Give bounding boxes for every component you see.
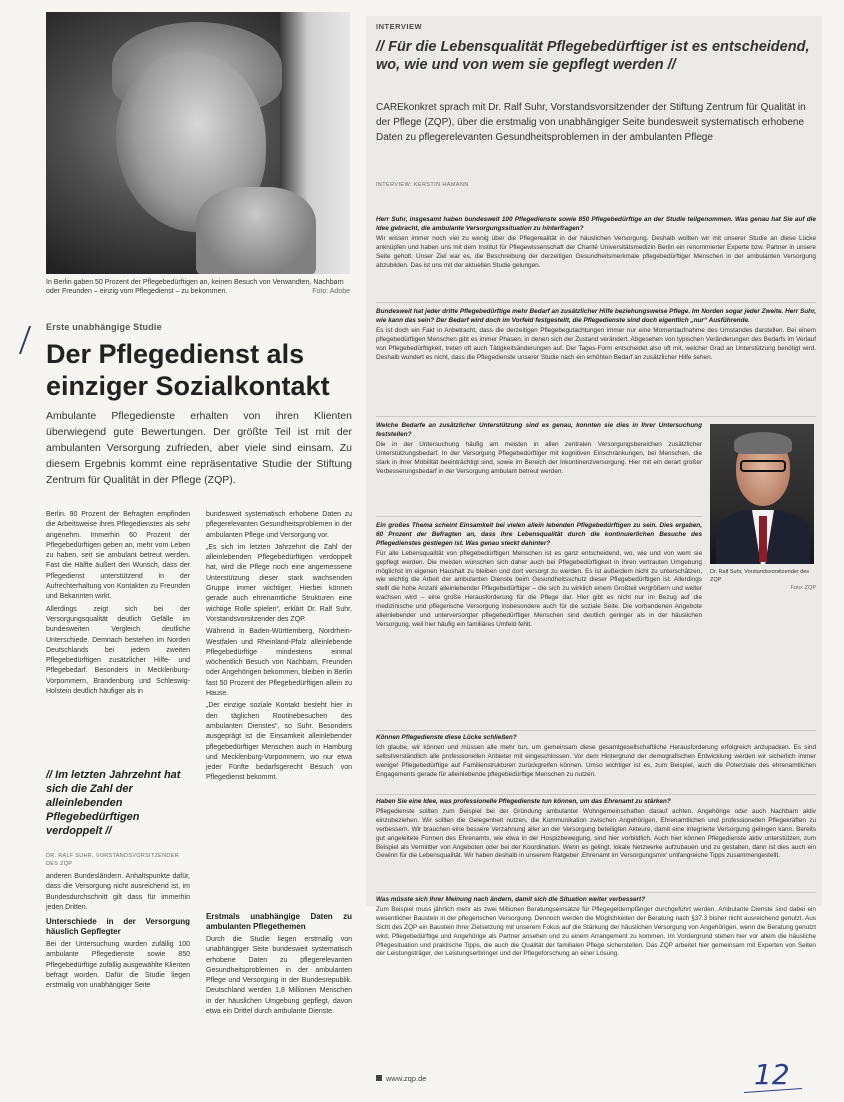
- article-kicker: Erste unabhängige Studie: [46, 322, 162, 332]
- article-subhead: Erstmals unabhängige Daten zu ambulanten Pflegethemen: [206, 912, 352, 931]
- handwritten-page-number: 12: [754, 1058, 790, 1091]
- portrait-glasses-shape: [740, 460, 786, 472]
- portrait-hair-shape: [734, 432, 792, 454]
- interview-intro: CAREkonkret sprach mit Dr. Ralf Suhr, Vorstandsvorsitzender der Stiftung Zentrum für Qualität in der Pflege (ZQP), über die erstmalig von unabhängiger Seite bundesweit systematisch erhobene Daten zu pflegerelevanten Gesundheitsproblemen in der ambulanten Pflege: [376, 102, 806, 143]
- article-paragraph: bundesweit systematisch erhobene Daten zu pflegerelevanten Gesundheitsproblemen in der ambulanten Pflege und Versorgung vor.: [206, 511, 352, 539]
- article-paragraph: anderen Bundesländern. Anhaltspunkte dafür, dass die Versorgung nicht ausreichend ist, im Bundesdurchschnitt gilt dass für immerhin jeden Dritten.: [46, 873, 190, 911]
- interview-label: INTERVIEW: [376, 22, 423, 31]
- article-lead: Ambulante Pflegedienste erhalten von ihren Klienten überwiegend gute Bewertungen. Der größte Teil ist mit der ambulanten Versorgung zufrieden, aber viele sind einsam. Zu diesem Ergebnis kommt eine repräsentative Studie der Stiftung Zentrum für Qualität in der Pflege (ZQP).: [46, 410, 352, 486]
- article-subhead: Unterschiede in der Versorgung häuslich Gepflegter: [46, 917, 190, 937]
- photo-caption-text: In Berlin gaben 50 Prozent der Pflegebedürftigen an, keinen Besuch von Verwandten, Nachbarn oder Freunden – einzig vom Pflegedienst – zu bekommen.: [46, 279, 344, 295]
- portrait-credit: Foto: ZQP: [790, 585, 816, 591]
- portrait-tie-shape: [759, 516, 767, 562]
- photo-credit: Foto: Adobe: [312, 288, 350, 295]
- qa-divider: [376, 892, 816, 893]
- interview-answer: Zum Beispiel muss jährlich mehr als zwei Millionen Beratungseinsätze für Pflegegeldempfänger durchgeführt werden. Ambulante Dienste sind dabei ein wesentlicher Baustein in der pflegerischen Versorgung. Dennoch werden die Möglichkeiten der Beratung nach §37.3 bisher nicht ausreichend genutzt. Aus Sicht des ZQP ein Baustein Ihrer Zielsetzung mit unserem Fokus auf die Stärkung der häuslichen Versorgung von Angehörigen, wenn die Beratung genutzt wird, Pflegebedürftige und Angehörige als Partner ansehen und zu einem Arrangement zu kommen. Im Vordergrund stehen hier vor allem die häusliche Pflegesituation und praktische Tipps, die auch die Qualität der familialen Pflege sicherstellen. Das ZQP arbeitet hier gemeinsam mit Experten von Seiten der Leistungsträger, der Leistungserbringer und der Pflegeforschung an einer Lösung.: [376, 905, 816, 958]
- square-bullet-icon: [376, 1075, 382, 1081]
- portrait-photo: [710, 424, 814, 564]
- article-headline: Der Pflegedienst als einziger Sozialkontakt: [46, 339, 330, 401]
- qa-divider: [376, 516, 702, 517]
- photo-caption: [46, 278, 350, 296]
- interview-question: Bundesweit hat jeder dritte Pflegebedürftige mehr Bedarf an zusätzlicher Hilfe beziehungsweise Pflege. Im Norden sogar jeder Zweite. Herr Suhr, wie kann das sein? Der Bedarf wird doch im Vorfeld festgestellt, die Pflegedienste sind doch eigentlich „nur“ Ausführende.: [376, 308, 816, 324]
- interview-question: Welche Bedarfe an zusätzlicher Unterstützung sind es genau, konnten sie dies in Ihrer Untersuchung feststellen?: [376, 422, 702, 438]
- interview-qa-block: [376, 422, 702, 476]
- article-paragraph: „Der einzige soziale Kontakt besteht hier in den täglichen Routinebesuchen des ambulanten Dienstes“, so Suhr. Besonders ausgeprägt ist die Einsamkeit alleinlebender pflegebedürftiger Menschen auch in Hamburg und Mecklenburg-Vorpommern, wo nur etwa jeder Fünfte bedarfsgerecht Besuch von Pflegedienst bekommt.: [206, 702, 352, 782]
- website-link[interactable]: www.zqp.de: [386, 1074, 427, 1083]
- interview-qa-block: [376, 308, 816, 362]
- article-column-2-continued: [206, 908, 352, 1019]
- interview-answer: Die in der Untersuchung häufig am meisten in allen zentralen Versorgungsbereichen zusätzlicher Unterstützungsbedarf. In der Versorgung Pflegebedürftiger mit kognitiven Einschränkungen, bei Menschen, die stark in ihrer Mobilität beeinträchtigt sind, sowie im Bereich der Inkontinenzversorgung. Hier mit ein derart großer Verbesserungsbedarf in der Versorgung ambulant betreut werden.: [376, 440, 702, 475]
- article-paragraph: Berlin. 90 Prozent der Befragten empfinden die Arbeitsweise ihres Pflegedienstes als sehr angenehm. Immerhin 60 Prozent der Pflegebedürftigen geben an, mehr vom Leben zu haben, seit sie ambulant betreut werden. Fast die Hälfte äußert den Wunsch, dass der Pflegedienst unterstützend in der Aufrechterhaltung von Kontakten zu Freunden und Bekannten wirkt.: [46, 511, 190, 601]
- interview-question: Können Pflegedienste diese Lücke schließen?: [376, 734, 517, 741]
- pull-quote-source: DR. RALF SUHR, VORSTANDSVORSITZENDER DES ZQP: [46, 853, 179, 867]
- interview-answer: Es ist doch ein Fakt in Anbetracht, dass die derzeitigen Pflegebegutachtungen immer nur eine Momentaufnahme des Umstandes darstellen. Bei einem pflegebedürftigen Menschen gibt es immer Phasen, in denen sich der Zustand verändert. Abgesehen von typischen Veränderungen des Bedarfs im Verlauf von Pflegebedürftigkeit, treten oft auch Tätigkeitsänderungen auf. Der Tages-Form entscheidet also oft mit, welcher Grad an Unterstützung benötigt wird. Deshalb wundert es nicht, dass die Pflegedienste unserer Studie nach ein erhöhten Bedarf an zusätzlicher Hilfe sehen.: [376, 326, 816, 361]
- interview-question: Herr Suhr, insgesamt haben bundesweit 100 Pflegedienste sowie 850 Pflegebedürftige an der Studie teilgenommen. Was genau hat Sie auf die Idee gebracht, die ambulante Versorgungssituation zu hinterfragen?: [376, 216, 816, 232]
- interview-qa-block: [376, 522, 702, 630]
- interview-answer: Für alle Lebensqualität von pflegebedürftigen Menschen ist es ganz entscheidend, wo, wie und von wem sie gepflegt werden. Die meisten wünschen sich daher auch bei Pflegebedürftigkeit in ihren vertrauten Umgebung möglichst im eigenen Haushalt zu bleiben und dort versorgt zu werden. Es ist außerdem nicht zu unterschätzen, wie wichtig die Arbeit der ambulanten Dienste beim Gesundheitsschutz dieser Pflegebedürftigen ist. Allerdings stellt die hohe Anzahl alleinlebender Pflegebedürftiger – die sich zu wirklich einem Großteil vergrößern und weiter wachsen wird – eine große Herausforderung für die Pflege dar. Hier gibt es nicht nur im Bezug auf die medizinische und pflegerische Versorgung insbesondere auch für die soziale Seite. Die vorhandenen Angebote alleinlebender und unterversorgter pflegebedürftiger Menschen sind deutlich geringer als in der häuslichen Versorgung, weil hier häufig ein familiäres Umfeld fehlt.: [376, 549, 702, 628]
- article-column-2: [206, 510, 352, 786]
- pull-quote: // Im letzten Jahrzehnt hat sich die Zahl der alleinlebenden Pflegebedürftigen verdoppelt //: [46, 769, 181, 837]
- interview-answer: Ich glaube, wir können und müssen alle mehr tun, um gemeinsam diese gesamtgesellschaftliche Herausforderung erfolgreich anzupacken. Es sind selbstverständlich alle professionellen Anbieter mit eingeschlossen. Vor dem Hintergrund der demografischen Entwicklung werden wir sicherlich immer weniger Pflegebedürftige auf Familienstrukturen zurückgreifen können. Umso wichtiger ist es, zum Beispiel, auch die Potenziale des ehrenamtlichen Engagements gerade für alleinlebende pflegebedürftige Menschen zu nutzen.: [376, 743, 816, 778]
- article-paragraph: Durch die Studie liegen erstmalig von unabhängiger Seite bundesweit systematisch erhobene Daten zu pflegerelevanten Gesundheitsproblemen in der ambulanten Pflege und Versorgung in der Bundesrepublik. Deutschland werden 1,8 Millionen Menschen in der häuslichen Umgebung gepflegt, davon etwa ein Drittel durch ambulante Dienste.: [206, 936, 352, 1016]
- photo-hand-shape: [196, 187, 316, 274]
- interview-qa-block: [376, 798, 816, 861]
- interview-byline: INTERVIEW: KERSTIN HAMANN: [376, 182, 469, 188]
- qa-divider: [376, 416, 816, 417]
- interview-question: Ein großes Thema scheint Einsamkeit bei vielen allein lebenden Pflegebedürftigen zu sein. Dies ergaben, 60 Prozent der Befragten an, dass ihre Lebensqualität durch die kontinuierlichen Besuche des Pflegedienstes gestiegen ist. Was genau steckt dahinter?: [376, 522, 702, 547]
- article-column-1: [46, 510, 190, 699]
- website-footer: [376, 1074, 426, 1083]
- interview-qa-block: [376, 896, 816, 959]
- interview-title: // Für die Lebensqualität Pflegebedürftiger ist es entscheidend, wo, wie und von wem sie gepflegt werden //: [376, 39, 810, 73]
- qa-divider: [376, 794, 816, 795]
- article-paragraph: „Es sich im letzten Jahrzehnt die Zahl der alleinlebenden Pflegebedürftigen verdoppelt hat, wird die Pflege noch eine angemessene Unterstützung dieser stark wachsenden Gruppe immer wichtiger. Hierbei können gerade auch ehrenamtliche Strukturen eine wichtige Rolle spielen“, erklärt Dr. Ralf Suhr, Vorstandsvorsitzender des ZQP.: [206, 543, 352, 623]
- interview-question: Haben Sie eine Idee, was professionelle Pflegedienste tun können, um das Ehrenamt zu stärken?: [376, 798, 671, 805]
- interview-answer: Wir wissen immer noch viel zu wenig über die Pflegerealität in der häuslichen Versorgung. Deshalb wollten wir mit unserer Studie an diese Lücke anknüpfen und haben uns mit dem Institut für Pflegewissenschaft der Charité Universitätsmedizin Berlin ein renommierter Experte bzw. Partner in unsere Seite geholt. Unser Ziel war es, die Beschreibung der derzeitigen Gesundheitsmerkmale pflegebedürftiger Menschen in der ambulanten Versorgung abzubilden. Das ist uns mit der aktuellen Studie gelungen.: [376, 234, 816, 269]
- interview-answer: Pflegedienste sollten zum Beispiel bei der Gründung ambulanter Wohngemeinschaften darauf achten, Angehörige oder auch Nachbarn aktiv einzubeziehen. Wir sollten die Gelegenheit nutzen, die Kommunikation zwischen Angehörigen, Ehrenamtlichen und professionellen Pflegekräften zu verbessern. Wir brauchen eine bessere Verzahnung aller an der Versorgung beteiligten Akteure, damit eine integrierte Versorgung gelingen kann. Bereits gut angeleitete Formen des Ehrenamts, wie etwa in der Hospizbewegung, sind hier vorbildlich. Auch hier können Pflegedienste aktiv unterstützen, zum Beispiel als Vermittler von Angeboten oder bei der Koordination. Wenn es gelingt, lokale Netzwerke aufzubauen und zu gestalten, dann ist dies auch ein Gewinn für die Lebensqualität. Wir haben deshalb in unserem Ratgeber ‚Ehrenamt im Versorgungsmix‘ umfangreiche Tipps zusammengestellt.: [376, 807, 816, 860]
- article-column-1-continued: [46, 872, 190, 994]
- article-paragraph: Bei der Untersuchung wurden zufällig 100 ambulante Pflegedienste sowie 850 Pflegebedürftige zufällig ausgewählte Klienten befragt worden. Dafür die Studie liegen erstmalig von unabhängiger Seite: [46, 941, 190, 990]
- elderly-woman-photo: [46, 12, 350, 274]
- interview-qa-block: [376, 734, 816, 780]
- qa-divider: [376, 730, 816, 731]
- article-paragraph: Allerdings zeigt sich bei der Versorgungsqualität deutlich Gefälle im bundesweiten Vergleich deutliche Unterschiede. Demnach bestehen im Norden Deutschlands bei jedem zweiten Pflegebedürftigen zusätzlicher Hilfe- und Pflegebedarf. Besonders in Mecklenburg-Vorpommern, Brandenburg und Schleswig-Holstein deutlich häufiger als in: [46, 605, 190, 696]
- interview-question: Was müsste sich Ihrer Meinung nach ändern, damit sich die Situation weiter verbessert?: [376, 896, 646, 903]
- article-paragraph: Während in Baden-Württemberg, Nordrhein-Westfalen und Rheinland-Pfalz alleinlebende Pflegebedürftige mindestens einmal wöchentlich Besuch von Nachbarn, Freunden oder Angehörigen bekommen, bleiben in Berlin fast 50 Prozent der Pflegebedürftigen allein zu Hause.: [206, 628, 352, 698]
- portrait-caption: [710, 568, 816, 592]
- interview-qa-block: [376, 216, 816, 270]
- qa-divider: [376, 302, 816, 303]
- portrait-caption-text: Dr. Ralf Suhr, Vorstandsvorsitzender des ZQP: [710, 569, 810, 583]
